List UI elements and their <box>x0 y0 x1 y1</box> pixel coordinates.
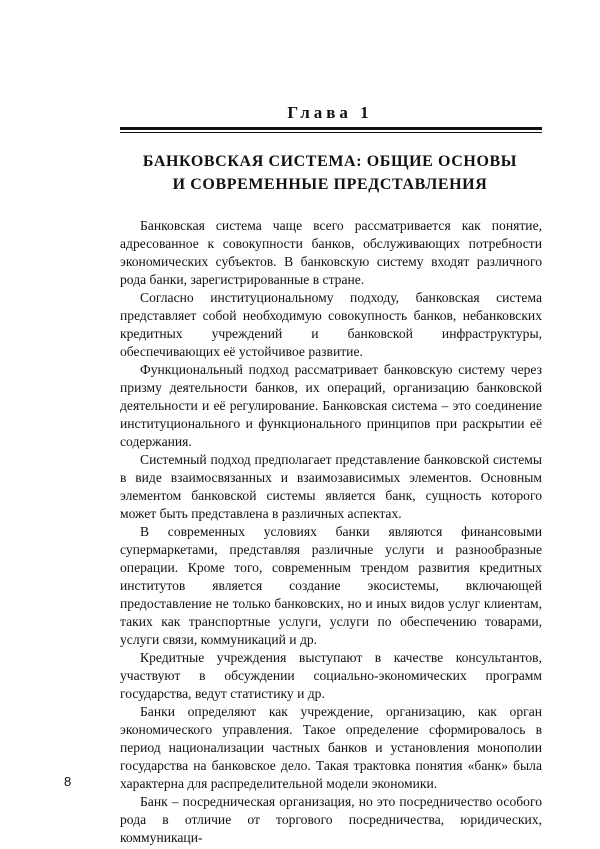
chapter-title-line-2: И СОВРЕМЕННЫЕ ПРЕДСТАВЛЕНИЯ <box>172 176 488 193</box>
paragraph-8: Банк – посредническая организация, но это посредничество особого рода в отличие от торгового посредничества, юридических, коммуникаци- <box>120 794 542 845</box>
paragraph-2: Согласно институциональному подходу, банковская система представляет собой необходимую совокупность банков, небанковских кредитных учреждений и банковской инфраструктуры, обеспечивающих её устойчивое развитие. <box>120 290 542 359</box>
paragraph-7: Банки определяют как учреждение, организацию, как орган экономического управления. Такое определение сформировалось в период национализации частных банков и установления монополии государства на банковское дело. Такая трактовка понятия «банк» была характерна для распределительной модели экономики. <box>120 704 542 791</box>
page-number: 8 <box>64 774 72 789</box>
chapter-title <box>120 150 540 196</box>
chapter-rule-thin <box>120 132 542 133</box>
chapter-rule-thick <box>120 127 542 130</box>
chapter-label: Глава 1 <box>287 103 373 122</box>
paragraph-5: В современных условиях банки являются финансовыми супермаркетами, представляя различные услуги и разнообразные операции. Кроме того, современным трендом развития кредитных институтов является создание экосистемы, включающей предоставление не только банковских, но и иных видов услуг клиентам, таких как транспортные услуги, услуги по обеспечению товарами, услуги связи, коммуникаций и др. <box>120 524 542 647</box>
paragraph-1: Банковская система чаще всего рассматривается как понятие, адресованное к совокупности банков, обслуживающих потребности экономических субъектов. В банковскую систему входят различного рода банки, зарегистрированные в стране. <box>120 218 542 287</box>
paragraph-4: Системный подход предполагает представление банковской системы в виде взаимосвязанных и взаимозависимых элементов. Основным элементом банковской системы является банк, сущность которого может быть представлена в различных аспектах. <box>120 452 542 521</box>
body-text <box>120 217 542 847</box>
paragraph-6: Кредитные учреждения выступают в качестве консультантов, участвуют в обсуждении социально-экономических программ государства, ведут статистику и др. <box>120 650 542 701</box>
chapter-title-line-1: БАНКОВСКАЯ СИСТЕМА: ОБЩИЕ ОСНОВЫ <box>142 153 518 170</box>
paragraph-3: Функциональный подход рассматривает банковскую систему через призму деятельности банков, их операций, организацию банковской деятельности и её регулирование. Банковская система – это соединение институционального и функционального принципов при раскрытии её содержания. <box>120 362 542 449</box>
